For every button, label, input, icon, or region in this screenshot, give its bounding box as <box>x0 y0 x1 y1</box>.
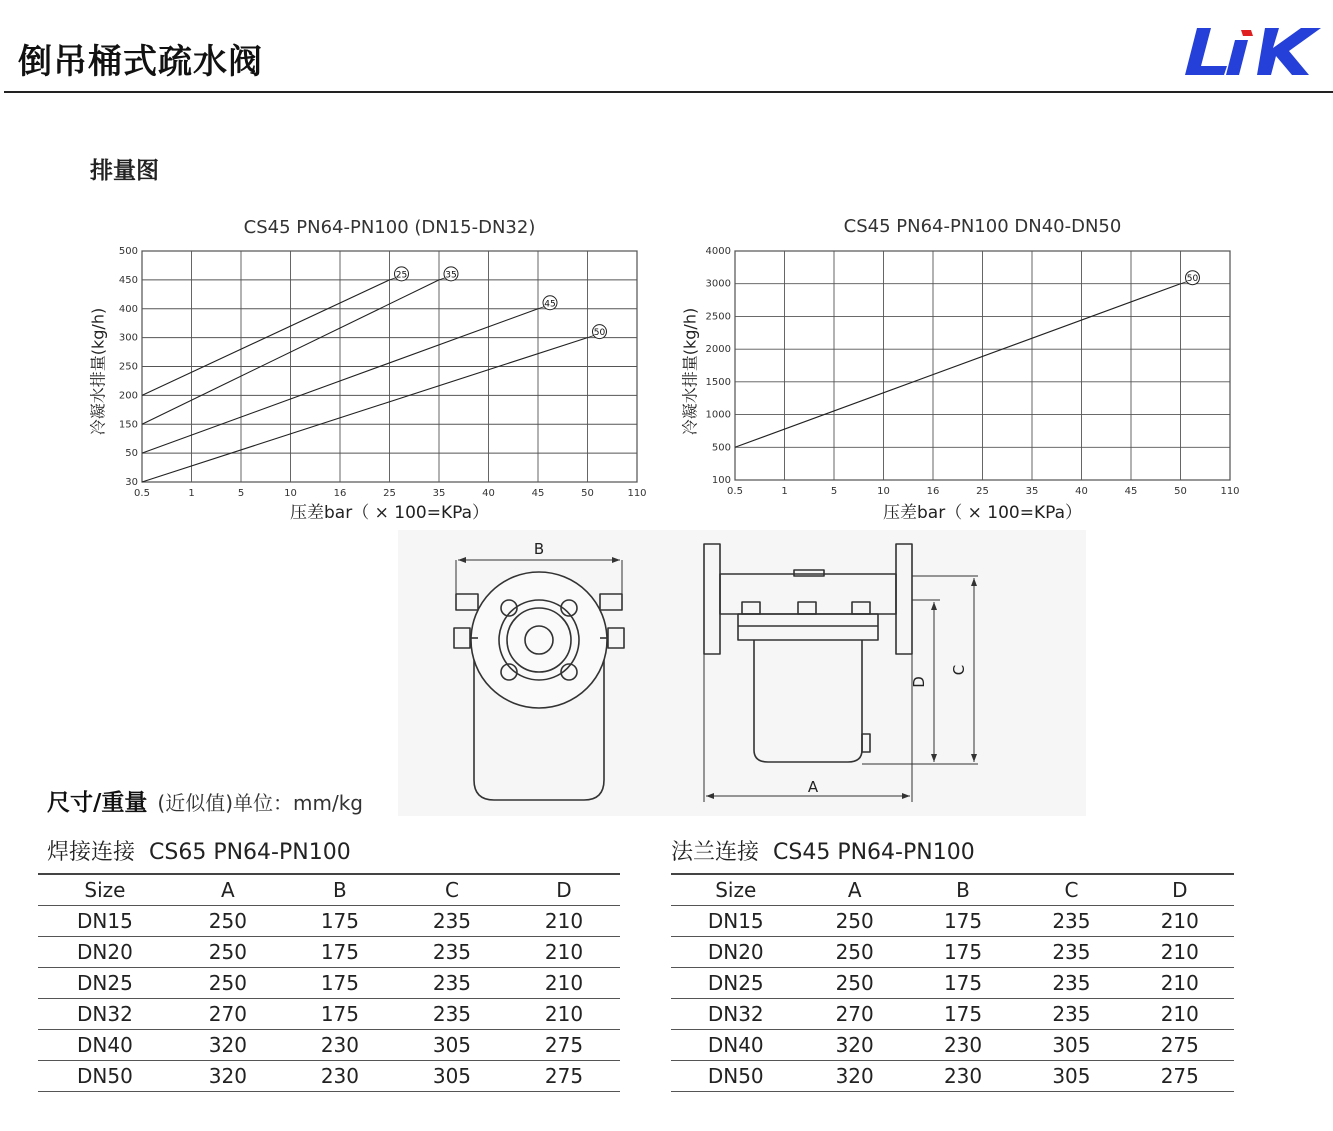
table-cell: 250 <box>800 937 908 968</box>
lik-logo <box>1183 24 1321 79</box>
c2-x-tick-label: 110 <box>1220 486 1240 497</box>
chart2-title: CS45 PN64-PN100 DN40-DN50 <box>843 216 1122 237</box>
chart1-series <box>142 267 607 482</box>
c1-x-tick-label: 5 <box>237 488 245 499</box>
table2-header-a: A <box>800 874 908 906</box>
table-cell: 175 <box>909 906 1017 937</box>
table-cell: 175 <box>909 937 1017 968</box>
table2 <box>671 873 1234 1092</box>
table-row <box>671 968 1234 999</box>
c2-y-tick-label: 1000 <box>705 409 731 421</box>
c2-y-tick-label: 1500 <box>705 376 731 388</box>
table-cell: 210 <box>508 999 620 1030</box>
table1-model: CS65 PN64-PN100 <box>149 840 351 865</box>
c2-series-label: 50 <box>1186 274 1199 285</box>
logo-text: LIK <box>1183 24 1185 25</box>
table1-header-d: D <box>508 874 620 906</box>
c2-x-tick-label: 0.5 <box>727 486 743 497</box>
table-cell: 320 <box>800 1061 908 1092</box>
table-cell: 210 <box>508 968 620 999</box>
table-cell: 235 <box>396 968 508 999</box>
table-cell: 210 <box>1126 906 1234 937</box>
c2-y-tick-label: 2500 <box>705 311 731 323</box>
dim-c-label: C <box>950 664 968 676</box>
table1-connection: 焊接连接 <box>47 840 136 865</box>
table-cell: 210 <box>508 937 620 968</box>
table-cell: DN40 <box>671 1030 800 1061</box>
chart1-x-ticks <box>134 488 647 499</box>
table-cell: 210 <box>1126 999 1234 1030</box>
header-divider <box>4 91 1333 93</box>
table-cell: 275 <box>1126 1030 1234 1061</box>
table-cell: 235 <box>396 999 508 1030</box>
c1-series-label: 45 <box>544 299 556 310</box>
c1-x-tick-label: 40 <box>482 488 495 499</box>
table-cell: 235 <box>1017 906 1125 937</box>
c1-y-tick-label: 150 <box>118 419 138 431</box>
chart2-xlabel: 压差bar（ × 100=KPa） <box>883 503 1082 523</box>
table-row <box>38 1030 620 1061</box>
table-cell: 250 <box>172 968 284 999</box>
table-cell: 320 <box>800 1030 908 1061</box>
dimensions-title: 尺寸/重量 <box>47 790 148 816</box>
table-cell: DN20 <box>671 937 800 968</box>
table-cell: 235 <box>1017 937 1125 968</box>
table2-title <box>671 835 975 866</box>
table2-header-b: B <box>909 874 1017 906</box>
chart1-title: CS45 PN64-PN100 (DN15-DN32) <box>243 217 536 238</box>
c2-x-tick-label: 50 <box>1174 486 1187 497</box>
c1-series-label: 25 <box>395 270 408 281</box>
c1-series-label: 35 <box>445 270 457 281</box>
steam-trap-drawing <box>398 530 1086 816</box>
table-cell: 175 <box>284 906 396 937</box>
table-cell: 235 <box>396 937 508 968</box>
c2-x-tick-label: 40 <box>1075 486 1088 497</box>
chart2-ylabel: 冷凝水排量(kg/h) <box>680 307 700 436</box>
chart2-y-ticks <box>706 246 731 486</box>
table-row <box>671 937 1234 968</box>
table-cell: 235 <box>396 906 508 937</box>
table-cell: 305 <box>1017 1061 1125 1092</box>
c1-series-label: 50 <box>593 328 606 339</box>
c1-y-tick-label: 50 <box>125 448 138 460</box>
c1-x-tick-label: 45 <box>531 488 545 499</box>
c1-x-tick-label: 0.5 <box>134 488 150 499</box>
table-cell: 230 <box>284 1061 396 1092</box>
c2-x-tick-label: 10 <box>877 486 890 497</box>
table-cell: 175 <box>909 968 1017 999</box>
table-cell: 305 <box>396 1030 508 1061</box>
c1-y-tick-label: 450 <box>118 274 138 286</box>
table1-title <box>47 835 351 866</box>
table-cell: 175 <box>909 999 1017 1030</box>
c2-y-tick-label: 100 <box>711 475 731 486</box>
table-row <box>38 937 620 968</box>
table-cell: DN32 <box>671 999 800 1030</box>
table-cell: 320 <box>172 1061 284 1092</box>
dimensions-note: (近似值)单位：mm/kg <box>157 791 363 815</box>
c1-x-tick-label: 50 <box>581 488 594 499</box>
table-cell: DN20 <box>38 937 172 968</box>
table-cell: 230 <box>909 1061 1017 1092</box>
table1-header-a: A <box>172 874 284 906</box>
table-cell: DN15 <box>671 906 800 937</box>
table-cell: DN40 <box>38 1030 172 1061</box>
table1-header-size: Size <box>38 874 172 906</box>
c1-y-tick-label: 300 <box>118 332 138 344</box>
table-cell: DN50 <box>671 1061 800 1092</box>
table-row <box>671 1061 1234 1092</box>
c1-x-tick-label: 10 <box>284 488 297 499</box>
c1-y-tick-label: 500 <box>118 246 138 257</box>
table-cell: 210 <box>1126 937 1234 968</box>
c2-y-tick-label: 2000 <box>705 344 731 356</box>
table-cell: DN32 <box>38 999 172 1030</box>
c1-y-tick-label: 200 <box>118 390 138 402</box>
c2-x-tick-label: 45 <box>1124 486 1138 497</box>
chart1-ylabel: 冷凝水排量(kg/h) <box>88 307 108 436</box>
chart1-grid <box>142 251 637 482</box>
table-cell: 305 <box>1017 1030 1125 1061</box>
table1-header-b: B <box>284 874 396 906</box>
c2-x-tick-label: 5 <box>830 486 838 497</box>
table-cell: 235 <box>1017 968 1125 999</box>
chart1-xlabel: 压差bar（ × 100=KPa） <box>290 503 489 523</box>
c1-x-tick-label: 110 <box>627 488 647 499</box>
c2-y-tick-label: 500 <box>711 442 731 454</box>
c1-x-tick-label: 1 <box>188 488 195 499</box>
c1-x-tick-label: 16 <box>333 488 347 499</box>
table2-model: CS45 PN64-PN100 <box>773 840 975 865</box>
c2-y-tick-label: 3000 <box>705 278 731 290</box>
dim-d-label: D <box>910 676 928 688</box>
table-cell: 320 <box>172 1030 284 1061</box>
chart2-grid <box>735 251 1230 480</box>
chart1-plot <box>100 240 660 502</box>
c1-y-tick-label: 250 <box>118 361 138 373</box>
table-cell: 175 <box>284 968 396 999</box>
table-cell: 270 <box>800 999 908 1030</box>
table1-header-c: C <box>396 874 508 906</box>
table-cell: 305 <box>396 1061 508 1092</box>
table-cell: DN15 <box>38 906 172 937</box>
table-row <box>38 968 620 999</box>
c2-series-line-50 <box>735 284 1181 448</box>
dim-b-label: B <box>533 540 545 558</box>
chart2-x-ticks <box>727 486 1240 497</box>
c2-x-tick-label: 25 <box>976 486 989 497</box>
c1-y-tick-label: 30 <box>125 477 138 488</box>
c1-y-tick-label: 400 <box>118 303 138 315</box>
table-row <box>38 999 620 1030</box>
table2-connection: 法兰连接 <box>671 840 760 865</box>
table-row <box>38 1061 620 1092</box>
table-cell: 210 <box>508 906 620 937</box>
table-cell: DN50 <box>38 1061 172 1092</box>
c2-x-tick-label: 35 <box>1025 486 1039 497</box>
c1-x-tick-label: 35 <box>432 488 446 499</box>
table-cell: 235 <box>1017 999 1125 1030</box>
table1 <box>38 873 620 1092</box>
table-row <box>671 1030 1234 1061</box>
dimensions-section-title <box>47 784 363 817</box>
table-cell: 210 <box>1126 968 1234 999</box>
table-cell: DN25 <box>671 968 800 999</box>
dim-a-label: A <box>807 778 819 796</box>
table-cell: 250 <box>800 906 908 937</box>
table-cell: DN25 <box>38 968 172 999</box>
table-cell: 175 <box>284 999 396 1030</box>
table-cell: 250 <box>172 906 284 937</box>
c2-x-tick-label: 16 <box>926 486 940 497</box>
table-cell: 230 <box>284 1030 396 1061</box>
chart1-y-ticks <box>119 246 138 488</box>
c1-series-line-50 <box>142 338 588 482</box>
table-cell: 275 <box>508 1061 620 1092</box>
table2-header-c: C <box>1017 874 1125 906</box>
page-title: 倒吊桶式疏水阀 <box>18 42 263 82</box>
c2-y-tick-label: 4000 <box>705 246 731 257</box>
table-row <box>671 906 1234 937</box>
table-row <box>38 906 620 937</box>
table-cell: 230 <box>909 1030 1017 1061</box>
table-row <box>671 999 1234 1030</box>
table-cell: 175 <box>284 937 396 968</box>
table2-header-size: Size <box>671 874 800 906</box>
c1-x-tick-label: 25 <box>383 488 396 499</box>
chart2-plot <box>690 240 1250 502</box>
table-cell: 270 <box>172 999 284 1030</box>
table-cell: 275 <box>508 1030 620 1061</box>
table-cell: 250 <box>172 937 284 968</box>
c2-x-tick-label: 1 <box>781 486 788 497</box>
chart2-series <box>735 271 1200 448</box>
table-cell: 250 <box>800 968 908 999</box>
flow-section-title: 排量图 <box>90 158 159 184</box>
table-cell: 275 <box>1126 1061 1234 1092</box>
table2-header-d: D <box>1126 874 1234 906</box>
